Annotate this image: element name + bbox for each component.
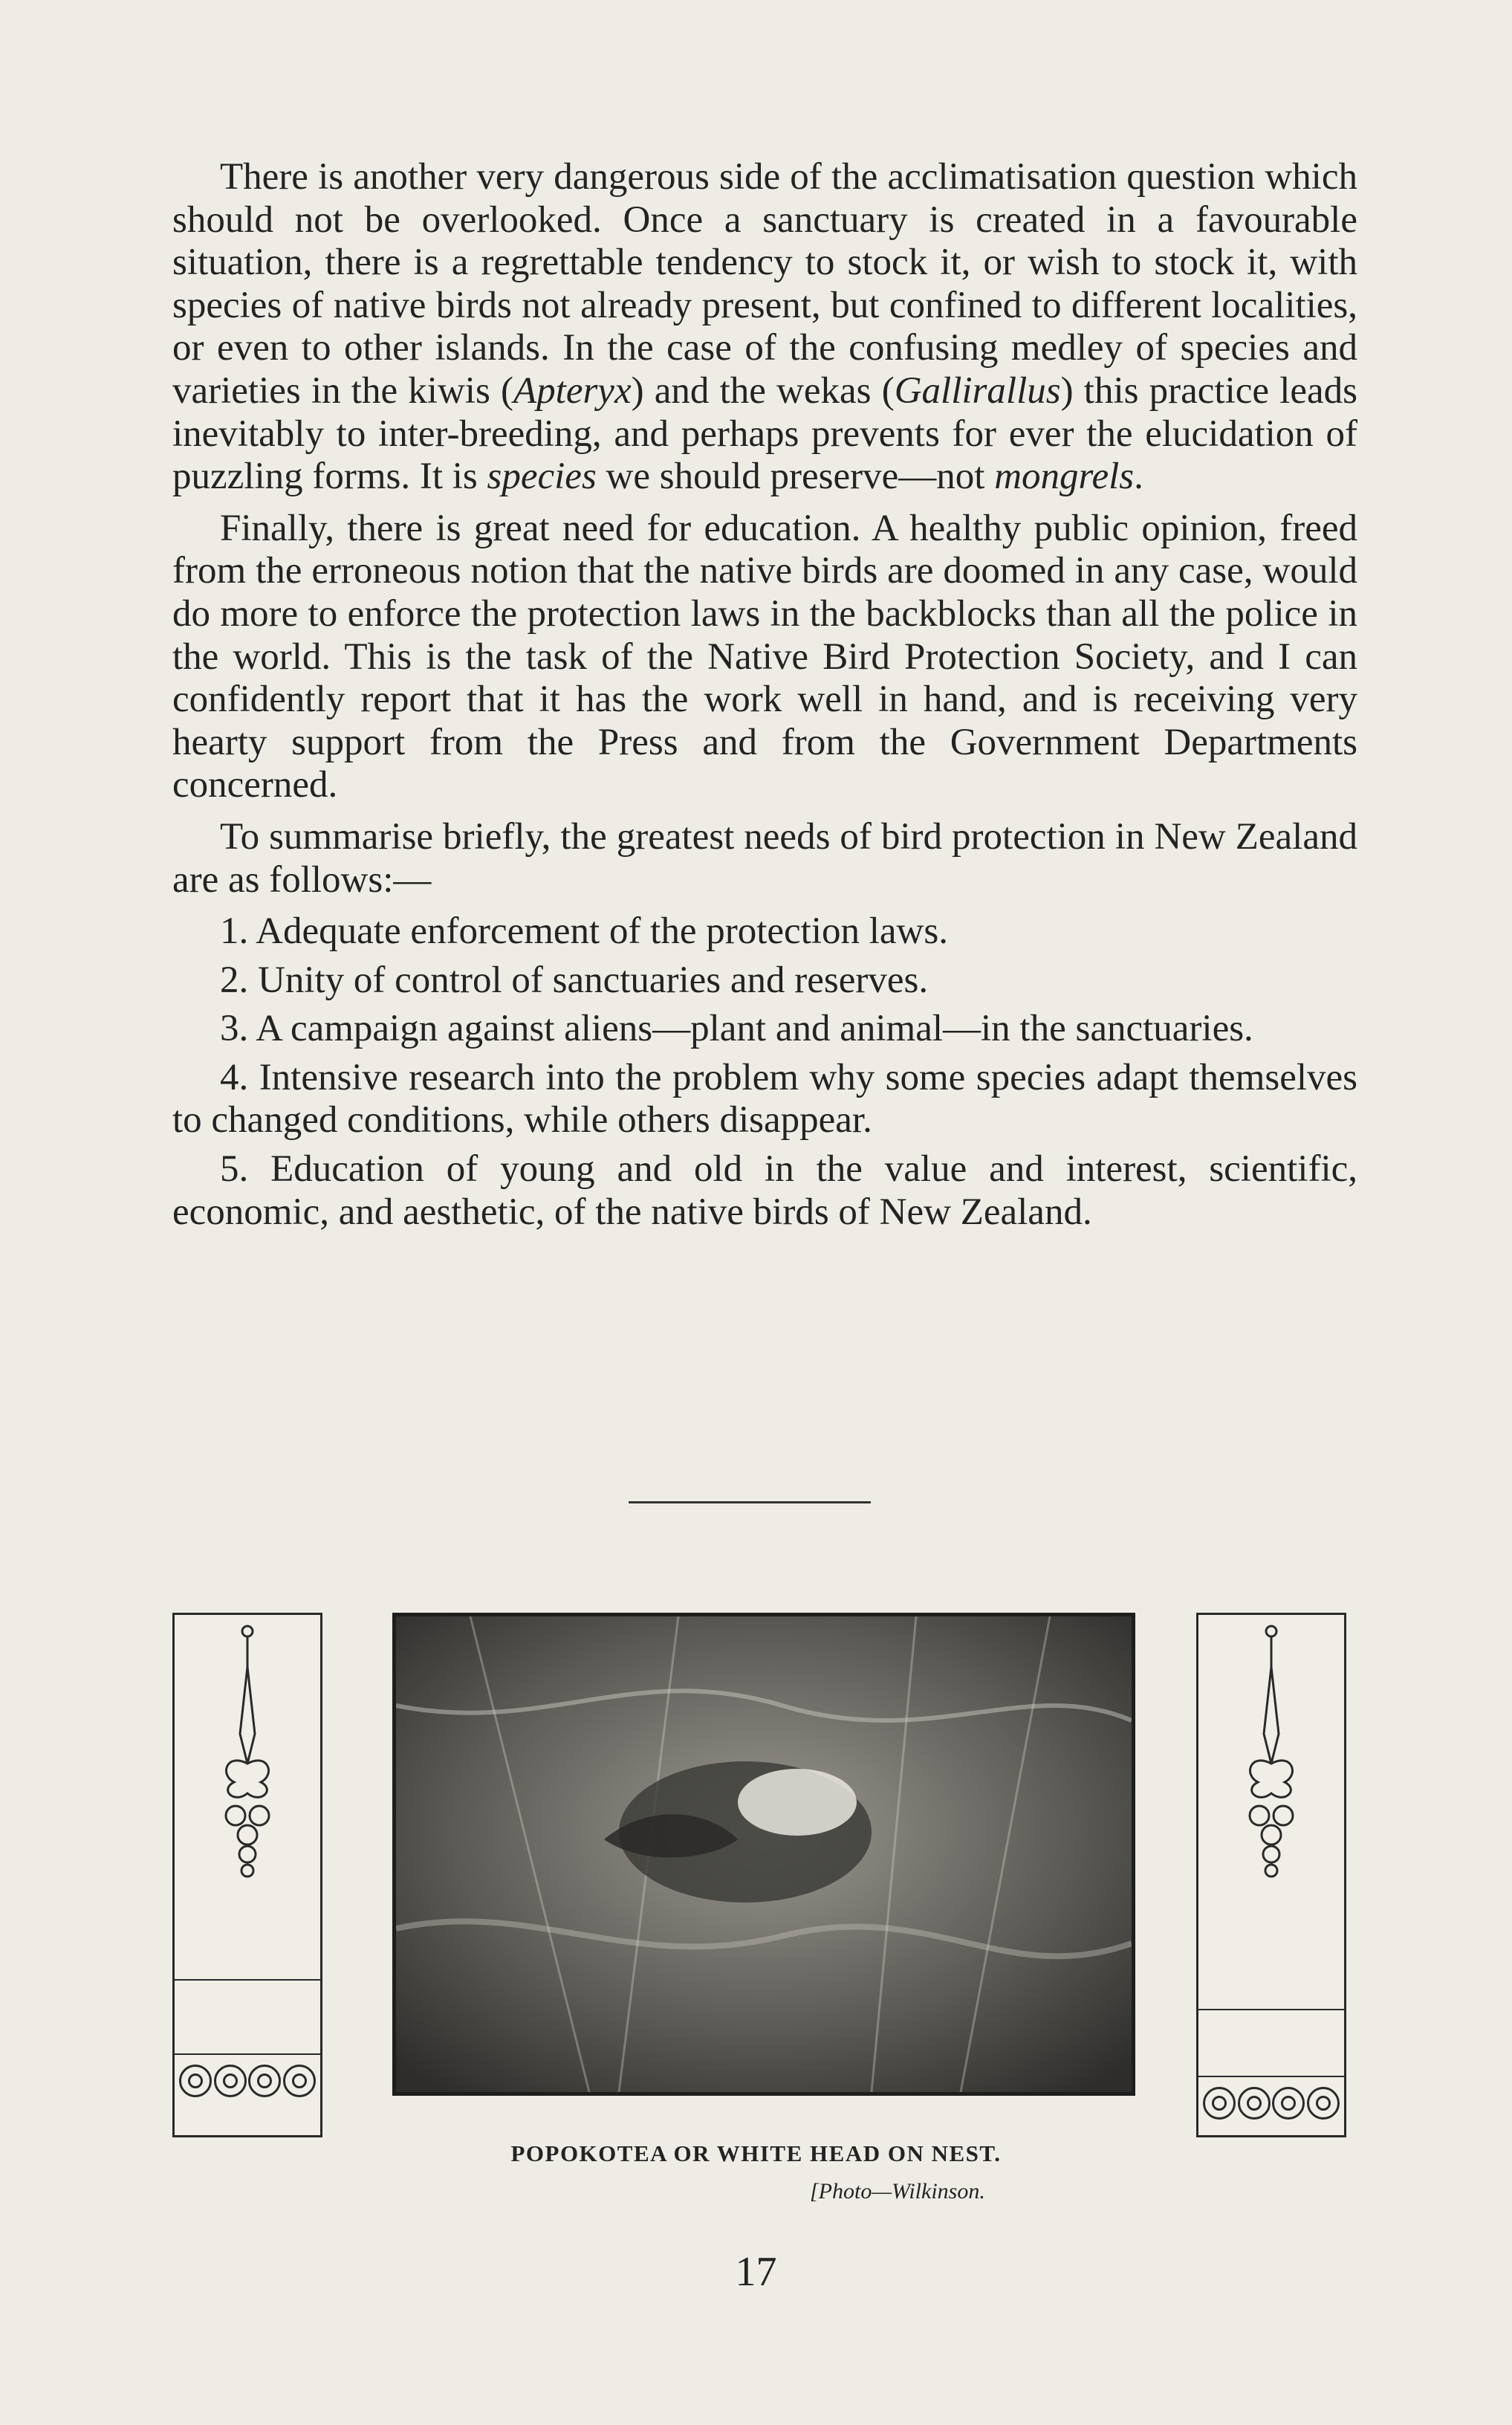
ornament-pendant-icon: [175, 1615, 320, 1949]
figure-caption: POPOKOTEA OR WHITE HEAD ON NEST.: [510, 2140, 1002, 2166]
emphasis-species: species: [487, 456, 597, 498]
rosette-icon: [214, 2065, 247, 2097]
list-item: 1. Adequate enforcement of the protection laws.: [220, 910, 948, 953]
rosette-icon: [1272, 2087, 1305, 2120]
page-number: 17: [735, 2249, 777, 2295]
rosette-icon: [1307, 2087, 1340, 2120]
list-item: 3. A campaign against aliens—plant and animal—in the sanctuaries.: [220, 1008, 1253, 1050]
rosette-band: [179, 2061, 316, 2098]
panel-divider: [1198, 2076, 1344, 2077]
rosette-icon: [248, 2065, 281, 2097]
body-text: [172, 156, 1357, 1240]
bird-nest-photo: [392, 1613, 1135, 2096]
rosette-icon: [1238, 2087, 1271, 2120]
ornament-panel-left: [172, 1613, 322, 2137]
list-item: 5. Education of young and old in the value and interest, scientific, economic, and aesthetic, of the native birds of New Zealand.: [172, 1148, 1357, 1233]
photo-credit: [Photo—Wilkinson.: [810, 2179, 985, 2204]
list-item: 2. Unity of control of sanctuaries and reserves.: [220, 959, 929, 1001]
section-divider: [629, 1501, 871, 1503]
panel-divider: [175, 1979, 320, 1981]
paragraph-education: Finally, there is great need for education. A healthy public opinion, freed from the erroneous notion that the native birds are doomed in any case, would do more to enforce the protection laws in the backblocks than all the police in the world. This is the task of the Native Bird Protection Society, and I can confidently report that it has the work well in hand, and is receiving very hearty support from the Press and from the Government Departments concerned.: [172, 507, 1357, 806]
rosette-band: [1203, 2083, 1340, 2120]
photo-image: [396, 1616, 1132, 2092]
genus-gallirallus: Gallirallus: [894, 369, 1061, 412]
panel-divider: [1198, 2009, 1344, 2010]
rosette-icon: [1203, 2087, 1236, 2120]
ornament-pendant-icon: [1198, 1615, 1344, 1949]
rosette-icon: [283, 2065, 316, 2097]
ornament-panel-right: [1196, 1613, 1346, 2137]
panel-divider: [175, 2053, 320, 2055]
paragraph-acclimatisation: There is another very dangerous side of the acclimatisation question which should not be overlooked. Once a sanctuary is created in a favourable situation, there is a regrettable tendency to stock it, or wish to stock it, with species of native birds not already present, but confined to different localities, or even to other islands. In the case of the confusing medley of species and varieties in the kiwis (Apteryx) and the wekas (Gallirallus) this practice leads inevitably to inter-breeding, and perhaps prevents for ever the elucidation of puzzling forms. It is species we should preserve—not mongrels.: [172, 156, 1357, 498]
rosette-icon: [179, 2065, 212, 2097]
genus-apteryx: Apteryx: [513, 369, 632, 412]
paragraph-summary: To summarise briefly, the greatest needs of bird protection in New Zealand are as follows:—: [172, 815, 1357, 901]
list-item: 4. Intensive research into the problem why some species adapt themselves to changed conditions, while others disappear.: [172, 1056, 1357, 1142]
emphasis-mongrels: mongrels: [994, 456, 1135, 498]
